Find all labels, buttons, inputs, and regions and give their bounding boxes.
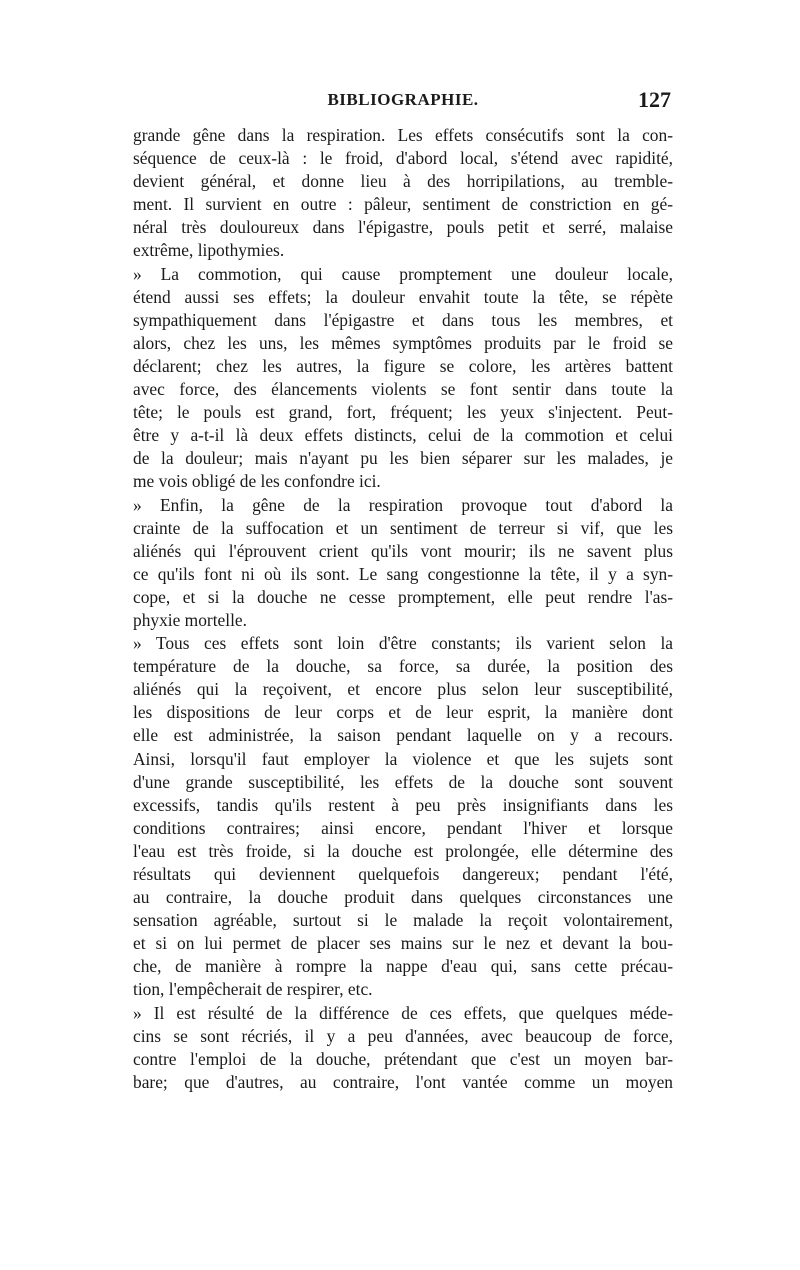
text-line: néral très douloureux dans l'épigastre, pouls petit et serré, malaise bbox=[133, 217, 673, 238]
text-line: » Il est résulté de la différence de ces effets, que quelques méde- bbox=[133, 1002, 673, 1023]
text-line: cope, et si la douche ne cesse promptement, elle peut rendre l'as- bbox=[133, 586, 673, 607]
text-line: alors, chez les uns, les mêmes symptômes produits par le froid se bbox=[133, 332, 673, 353]
text-line: conditions contraires; ainsi encore, pendant l'hiver et lorsque bbox=[133, 817, 673, 838]
text-line: aliénés qui l'éprouvent crient qu'ils vont mourir; ils ne savent plus bbox=[133, 540, 673, 561]
text-line: de la douleur; mais n'ayant pu les bien séparer sur les malades, je bbox=[133, 448, 673, 469]
text-line: che, de manière à rompre la nappe d'eau qui, sans cette précau- bbox=[133, 956, 673, 977]
text-line: bare; que d'autres, au contraire, l'ont vantée comme un moyen bbox=[133, 1071, 673, 1092]
text-line: extrême, lipothymies. bbox=[133, 240, 285, 261]
running-title: BIBLIOGRAPHIE. bbox=[327, 90, 479, 109]
text-line: Ainsi, lorsqu'il faut employer la violence et que les sujets sont bbox=[133, 748, 673, 769]
text-line: les dispositions de leur corps et de leur esprit, la manière dont bbox=[133, 702, 673, 723]
text-line: excessifs, tandis qu'ils restent à peu près insignifiants dans les bbox=[133, 794, 673, 815]
text-line: séquence de ceux-là : le froid, d'abord local, s'étend avec rapidité, bbox=[133, 148, 673, 169]
text-line: résultats qui deviennent quelquefois dangereux; pendant l'été, bbox=[133, 864, 673, 884]
text-line: » Enfin, la gêne de la respiration provoque tout d'abord la bbox=[133, 494, 673, 515]
text-line: aliénés qui la reçoivent, et encore plus selon leur susceptibilité, bbox=[133, 679, 673, 700]
page-header bbox=[133, 87, 673, 116]
text-line: elle est administrée, la saison pendant laquelle on y a recours. bbox=[133, 725, 673, 746]
text-line: phyxie mortelle. bbox=[133, 609, 247, 630]
text-line: cins se sont récriés, il y a peu d'années, avec beaucoup de force, bbox=[133, 1025, 673, 1046]
text-line: et si on lui permet de placer ses mains sur le nez et devant la bou- bbox=[133, 933, 673, 954]
text-line: » Tous ces effets sont loin d'être constants; ils varient selon la bbox=[133, 633, 673, 654]
page-number: 127 bbox=[638, 87, 671, 112]
text-line: température de la douche, sa force, sa durée, la position des bbox=[133, 656, 673, 677]
text-line: sensation agréable, surtout si le malade la reçoit volontairement, bbox=[133, 910, 673, 931]
text-line: grande gêne dans la respiration. Les effets consécutifs sont la con- bbox=[133, 125, 673, 145]
text-line: étend aussi ses effets; la douleur envahit toute la tête, se répète bbox=[133, 286, 673, 307]
text-line: me vois obligé de les confondre ici. bbox=[133, 471, 381, 492]
text-line: avec force, des élancements violents se font sentir dans toute la bbox=[133, 379, 673, 400]
text-line: crainte de la suffocation et un sentiment de terreur si vif, que les bbox=[133, 517, 673, 538]
text-line: d'une grande susceptibilité, les effets de la douche sont souvent bbox=[133, 771, 673, 792]
text-line: déclarent; chez les autres, la figure se colore, les artères battent bbox=[133, 355, 673, 376]
text-line: tête; le pouls est grand, fort, fréquent; les yeux s'injectent. Peut- bbox=[133, 402, 673, 423]
text-line: tion, l'empêcherait de respirer, etc. bbox=[133, 979, 373, 1000]
text-line: être y a-t-il là deux effets distincts, celui de la commotion et celui bbox=[133, 425, 673, 446]
text-line: au contraire, la douche produit dans quelques circonstances une bbox=[133, 887, 673, 908]
text-line: ment. Il survient en outre : pâleur, sentiment de constriction en gé- bbox=[133, 194, 673, 215]
text-line: l'eau est très froide, si la douche est prolongée, elle détermine des bbox=[133, 840, 673, 861]
text-line: sympathiquement dans l'épigastre et dans tous les membres, et bbox=[133, 309, 673, 330]
text-line: devient général, et donne lieu à des horripilations, au tremble- bbox=[133, 171, 673, 192]
text-line: contre l'emploi de la douche, prétendant que c'est un moyen bar- bbox=[133, 1048, 673, 1069]
body-text bbox=[133, 124, 673, 1094]
text-line: » La commotion, qui cause promptement une douleur locale, bbox=[133, 263, 673, 284]
text-line: ce qu'ils font ni où ils sont. Le sang congestionne la tête, il y a syn- bbox=[133, 563, 673, 584]
